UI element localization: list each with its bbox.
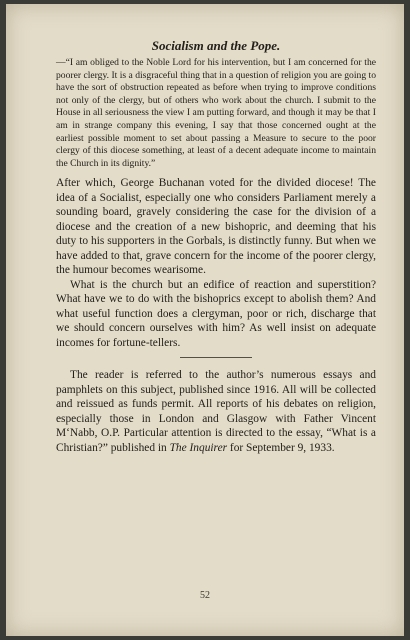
page-content <box>56 38 376 455</box>
book-page <box>6 4 404 636</box>
reader-note <box>56 368 376 455</box>
publication-title: The Inquirer <box>169 441 228 454</box>
page-number: 52 <box>200 590 210 601</box>
page-title: Socialism and the Pope. <box>151 38 281 53</box>
parliamentary-quote: —“I am obliged to the Noble Lord for his intervention, but I am concerned for the poorer clergy. It is a disgraceful thing that in a question of religion you are going to have the sort of obstruction repeated as before when trying to improve conditions not only of the clergy, but of others who work about the church. I submit to the House in all seriousness the view I am putting forward, and though it may be that I am in strange company this evening, I say that those concerned ought at the earliest possible moment to set about passing a Measure to secure to the poor clergy of this diocese something, at least of a decent adequate income to maintain the Church in its dignity.” <box>56 57 376 169</box>
reader-note-text: The reader is referred to the author’s numerous essays and pamphlets on this subject, published since 1916. All will be collected and reissued as funds permit. All reports of his debates on religion, especially those in London and Glasgow with Father Vincent M‘Nabb, O.P. Particular attention is directed to the essay, “What is a Christian?” published in <box>56 369 376 454</box>
paragraph-buchanan: After which, George Buchanan voted for the divided diocese! The idea of a Socialist, especially one who considers Parliament merely a sounding board, gravely considering the case for the division of a diocese and the creation of a new bishopric, and deeming that his duty to his supporters in the Gorbals, is distinctly funny. But when we have added to that, grave concern for the income of the poorer clergy, the humour becomes wearisome. <box>56 177 376 277</box>
section-divider <box>180 357 252 358</box>
reader-note-date: for September 9, 1933. <box>227 441 335 454</box>
paragraph-church: What is the church but an edifice of reaction and superstition? What have we to do with the bishoprics except to abolish them? And what useful function does a clergyman, poor or rich, discharge that we should concern ourselves with him? As well insist on adequate incomes for fortune-tellers. <box>56 278 376 349</box>
